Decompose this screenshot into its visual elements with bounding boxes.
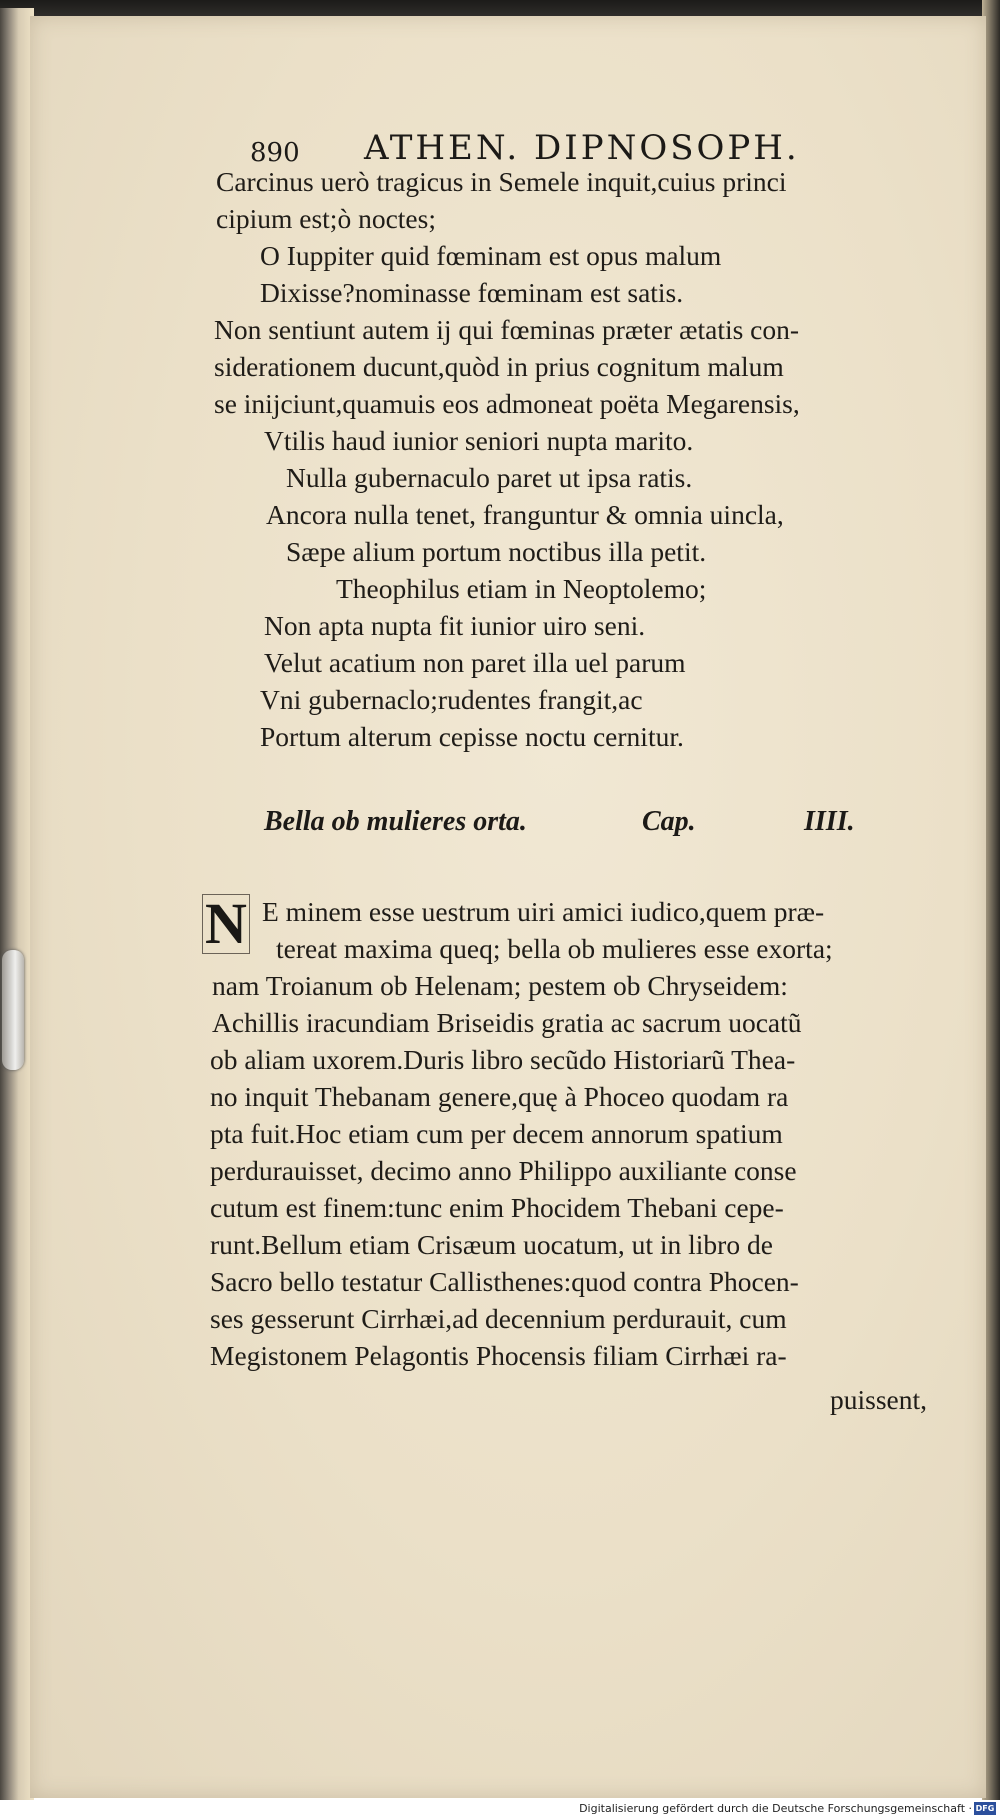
- verse-line: Vtilis haud iunior seniori nupta marito.: [264, 425, 694, 456]
- text-line: Non sentiunt autem ij qui fœminas præter ætatis con-: [214, 314, 800, 345]
- text-line: siderationem ducunt,quòd in prius cognitum malum: [214, 351, 784, 382]
- text-line: ob aliam uxorem.Duris libro secũdo Historiarũ Thea-: [210, 1044, 796, 1075]
- funding-notice: Digitalisierung gefördert durch die Deutsche Forschungsgemeinschaft ·: [579, 1802, 972, 1815]
- chapter-title: Bella ob mulieres orta.: [264, 806, 527, 837]
- verse-line: Sæpe alium portum noctibus illa petit.: [286, 536, 707, 567]
- chapter-number: IIII.: [804, 806, 855, 837]
- text-line: E minem esse uestrum uiri amici iudico,quem præ-: [262, 896, 825, 927]
- drop-cap: N: [202, 894, 250, 954]
- text-line: Carcinus uerò tragicus in Semele inquit,cuius princi: [216, 166, 787, 197]
- text-line: perdurauisset, decimo anno Philippo auxiliante conse: [210, 1155, 797, 1186]
- text-line: ses gesserunt Cirrhæi,ad decennium perdurauit, cum: [210, 1303, 787, 1334]
- footer-bar: [0, 1800, 1000, 1819]
- text-line: Achillis iracundiam Briseidis gratia ac sacrum uocatũ: [212, 1007, 802, 1038]
- text-line: se inijciunt,quamuis eos admoneat poëta Megarensis,: [214, 388, 800, 419]
- verse-line: Non apta nupta fit iunior uiro seni.: [264, 610, 646, 641]
- book-binding: [0, 8, 34, 1800]
- text-line: cutum est finem:tunc enim Phocidem Thebani cepe-: [210, 1192, 784, 1223]
- text-line: tereat maxima queq; bella ob mulieres esse exorta;: [276, 933, 833, 964]
- verse-line: Nulla gubernaculo paret ut ipsa ratis.: [286, 462, 693, 493]
- text-line: no inquit Thebanam genere,quę à Phoceo quodam ra: [210, 1081, 789, 1112]
- book-clasp: [2, 950, 24, 1070]
- verse-line: Vni gubernaclo;rudentes frangit,ac: [260, 684, 643, 715]
- text-line: Sacro bello testatur Callisthenes:quod contra Phocen-: [210, 1266, 799, 1297]
- text-line: cipium est;ò noctes;: [216, 203, 436, 234]
- page-number: 890: [250, 138, 300, 168]
- text-line: runt.Bellum etiam Crisæum uocatum, ut in libro de: [210, 1229, 773, 1260]
- text-line: nam Troianum ob Helenam; pestem ob Chryseidem:: [212, 970, 788, 1001]
- verse-line: Portum alterum cepisse noctu cernitur.: [260, 721, 684, 752]
- book-page: [30, 16, 986, 1798]
- chapter-label: Cap.: [642, 806, 696, 837]
- verse-line: O Iuppiter quid fœminam est opus malum: [260, 240, 722, 271]
- text-line: pta fuit.Hoc etiam cum per decem annorum spatium: [210, 1118, 783, 1149]
- verse-line: Velut acatium non paret illa uel parum: [264, 647, 686, 678]
- verse-line: Dixisse?nominasse fœminam est satis.: [260, 277, 684, 308]
- chapter-heading: [264, 806, 884, 846]
- catchword: puissent,: [830, 1384, 928, 1415]
- running-head-title: ATHEN. DIPNOSOPH.: [364, 128, 800, 168]
- verse-line: Ancora nulla tenet, franguntur & omnia uincla,: [266, 499, 784, 530]
- text-line: Megistonem Pelagontis Phocensis filiam Cirrhæi ra-: [210, 1340, 787, 1371]
- dfg-logo[interactable]: DFG: [975, 1804, 995, 1813]
- verse-line: Theophilus etiam in Neoptolemo;: [336, 573, 707, 604]
